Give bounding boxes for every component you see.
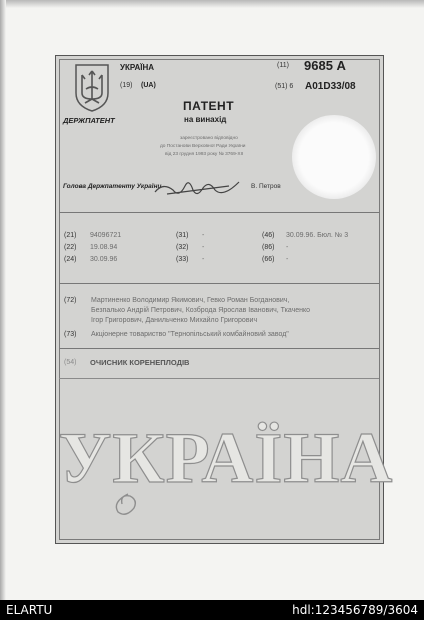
publication-info: 30.09.96. Бюл. № 3: [286, 232, 349, 239]
document-title: ПАТЕНТ: [183, 99, 235, 113]
scan-shadow-left: [0, 0, 6, 600]
registration-note-line: зареєстровано відповідно: [180, 136, 238, 141]
patent-number: 9685 А: [304, 58, 346, 73]
repository-name: ELARTU: [6, 603, 53, 617]
field-code: (22): [64, 244, 77, 251]
field-code: (31): [176, 232, 189, 239]
priority-country: -: [202, 256, 205, 263]
handwritten-signature: [153, 176, 243, 202]
invention-title-code: (54): [64, 359, 77, 366]
field-code: (46): [262, 232, 275, 239]
trident-emblem-icon: [73, 63, 111, 113]
invention-title: ОЧИСНИК КОРЕНЕПЛОДІВ: [90, 358, 190, 367]
divider: [59, 283, 379, 284]
inventors-line: Мартиненко Володимир Якимович, Гевко Роман Богданович,: [91, 297, 290, 304]
priority-number: -: [202, 232, 205, 239]
country-name: УКРАЇНА: [120, 63, 155, 72]
ipc-class: А01D33/08: [305, 81, 356, 92]
owner-code: (73): [64, 331, 77, 338]
field-code: (32): [176, 244, 189, 251]
agency-name: ДЕРЖПАТЕНТ: [63, 116, 115, 125]
ukraina-word: УКРАЇНА: [58, 418, 394, 498]
priority-date: -: [202, 244, 205, 251]
divider: [59, 378, 379, 379]
inventors-line: Ігор Григорович, Данильченко Михайло Григорович: [91, 317, 258, 324]
country-code-num: (19): [120, 82, 133, 89]
patent-owner: Акціонерне товариство "Тернопільський комбайновий завод": [91, 331, 289, 338]
number-code: (11): [277, 62, 289, 69]
handle-identifier: hdl:123456789/3604: [292, 603, 418, 617]
field-code: (21): [64, 232, 77, 239]
divider: [59, 348, 379, 349]
signatory-name: В. Петров: [251, 183, 281, 190]
field-code: (33): [176, 256, 189, 263]
viewer-footer-bar: [0, 600, 424, 620]
registration-note-line: від 23 грудня 1993 року № 3769-XII: [165, 152, 244, 157]
paper-blemish: [292, 115, 376, 199]
signature-label: Голова Держпатенту України: [63, 183, 162, 190]
application-number: 94096721: [90, 232, 122, 239]
field-code: (24): [64, 256, 77, 263]
ipc-code: (51) 6: [275, 83, 294, 90]
filing-date: 19.08.94: [90, 244, 118, 251]
field-value: -: [286, 244, 289, 251]
field-value: -: [286, 256, 289, 263]
document-subtitle: на винахід: [184, 115, 227, 124]
registration-note-line: до Постанови Верховної Ради України: [160, 144, 246, 149]
inventors-line: Безпалько Андрій Петрович, Козброда Ярослав Іванович, Ткаченко: [91, 307, 311, 314]
country-code: (UA): [141, 82, 156, 89]
scan-shadow-top: [0, 0, 424, 8]
ukraina-ornamental-lettering: [58, 408, 394, 518]
field-code: (66): [262, 256, 275, 263]
inventors-code: (72): [64, 297, 77, 304]
effective-date: 30.09.96: [90, 256, 118, 263]
field-code: (86): [262, 244, 275, 251]
divider: [59, 212, 379, 213]
